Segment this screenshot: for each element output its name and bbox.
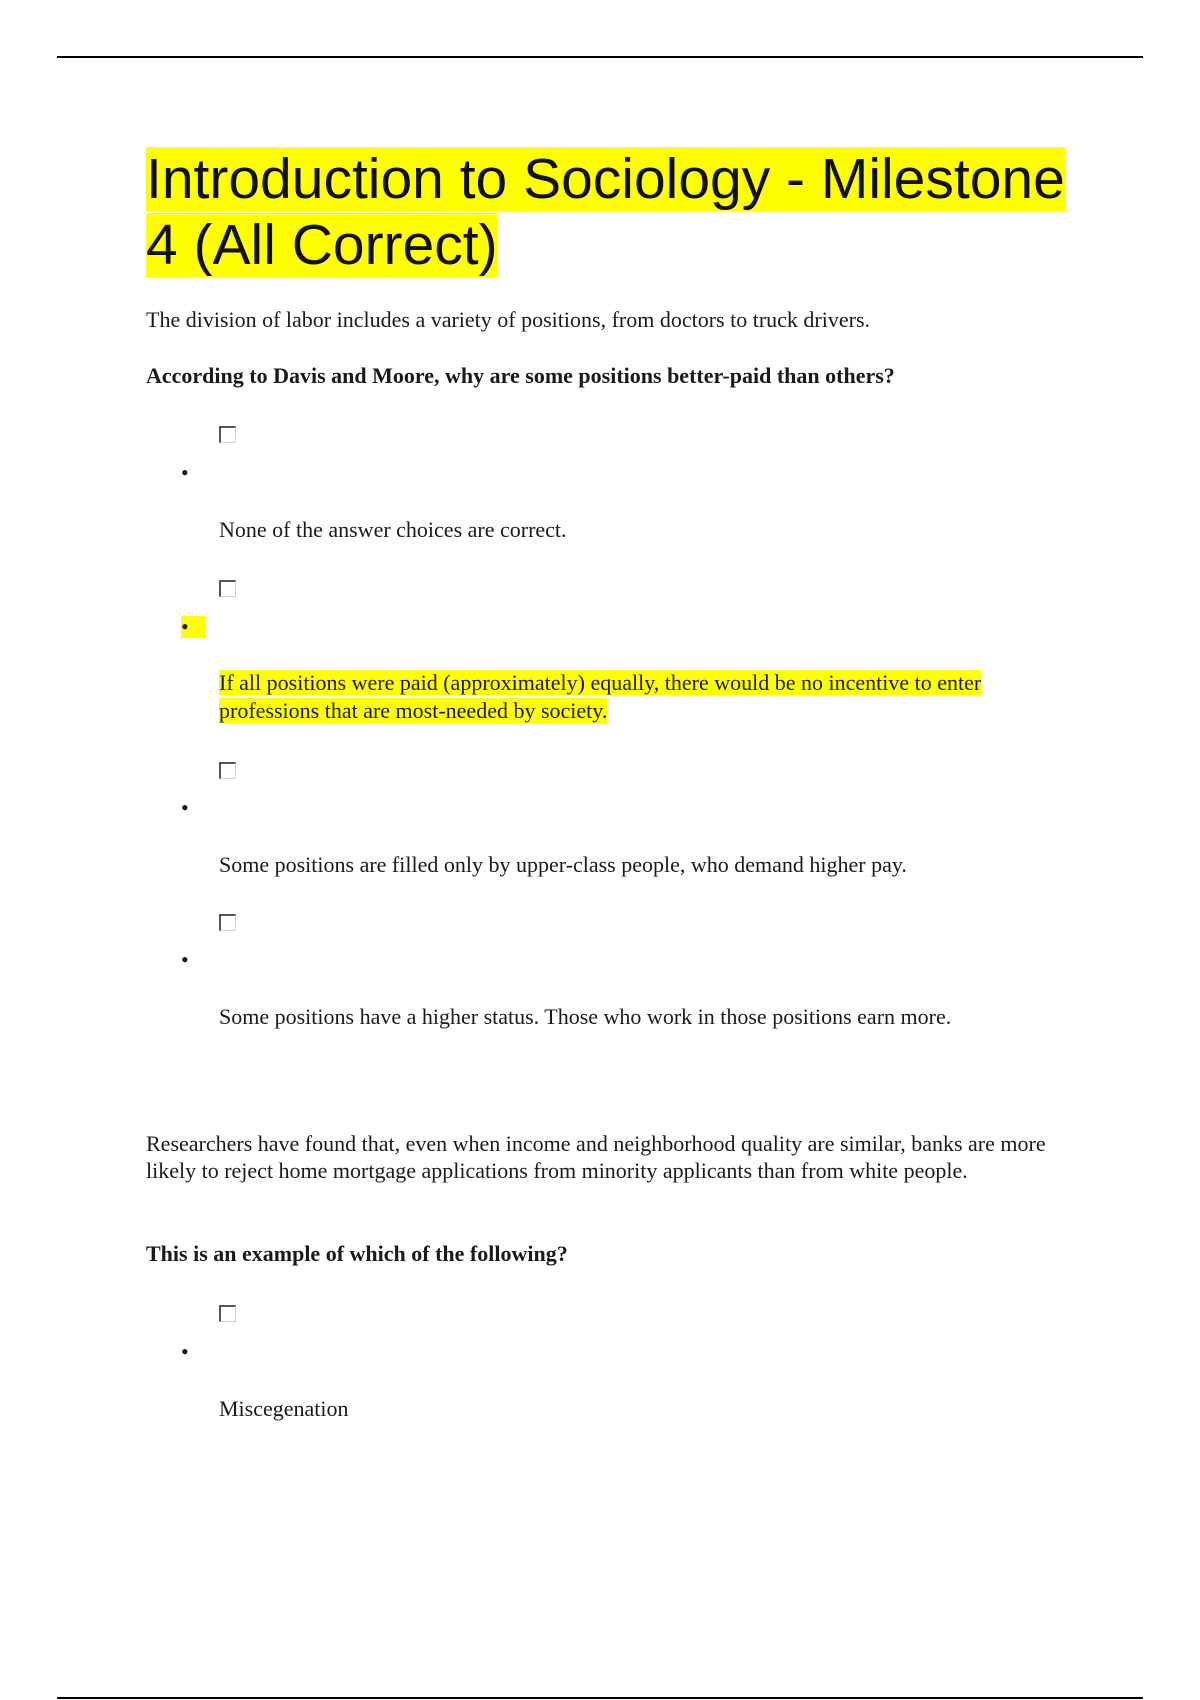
checkbox-icon[interactable] (219, 762, 236, 779)
bullet-icon: • (181, 795, 189, 820)
answer-option-text: Miscegenation (219, 1396, 349, 1421)
question-2-text: This is an example of which of the following? (146, 1241, 568, 1266)
footer-rule (57, 1697, 1143, 1699)
answer-option-text: If all positions were paid (approximately) equally, there would be no incentive to enter professions that are most-needed by society. (219, 670, 982, 723)
question-1-text: According to Davis and Moore, why are some positions better-paid than others? (146, 363, 895, 388)
page-title: Introduction to Sociology - Milestone 4 (All Correct) (146, 147, 1065, 277)
answer-option-text: Some positions have a higher status. Those who work in those positions earn more. (219, 1004, 952, 1029)
answer-option-text: Some positions are filled only by upper-class people, who demand higher pay. (219, 852, 907, 877)
bullet-icon: • (181, 947, 189, 972)
bullet-icon: • (181, 1339, 189, 1364)
header-rule (57, 56, 1143, 58)
checkbox-icon[interactable] (219, 914, 236, 931)
checkbox-icon[interactable] (219, 426, 236, 443)
question-1-prompt: The division of labor includes a variety of positions, from doctors to truck drivers. (146, 307, 871, 332)
bullet-icon: • (181, 460, 189, 485)
answer-option-text: None of the answer choices are correct. (219, 517, 567, 542)
checkbox-icon[interactable] (219, 1305, 236, 1322)
bullet-icon: • (181, 616, 205, 638)
question-2-prompt: Researchers have found that, even when income and neighborhood quality are similar, banks are more likely to reject home mortgage applications from minority applicants than from white people. (146, 1131, 1046, 1183)
checkbox-icon[interactable] (219, 580, 236, 597)
document-body (146, 146, 1086, 278)
